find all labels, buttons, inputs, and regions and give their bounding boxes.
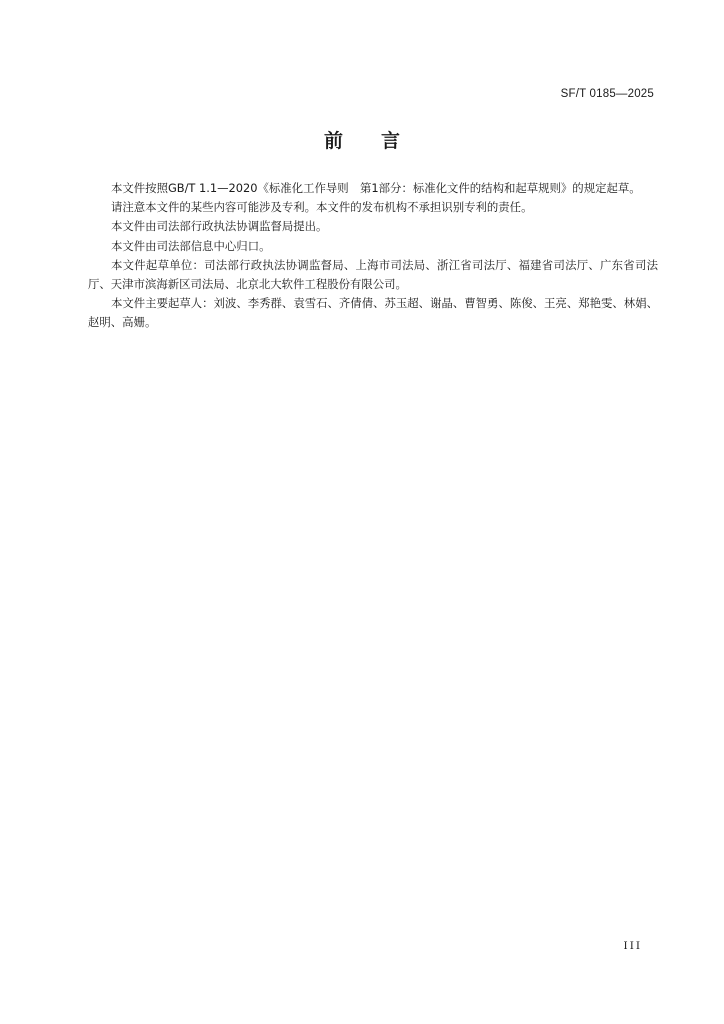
paragraph-main-drafters: 本文件主要起草人：刘波、李秀群、袁雪石、齐倩倩、苏玉超、谢晶、曹智勇、陈俊、王亮、郑艳雯、林娟、赵明、高姗。 xyxy=(88,296,658,330)
paragraph-drafting-units: 本文件起草单位：司法部行政执法协调监督局、上海市司法局、浙江省司法厅、福建省司法厅、广东省司法厅、天津市滨海新区司法局、北京北大软件工程股份有限公司。 xyxy=(88,257,658,292)
foreword-body xyxy=(88,179,658,333)
page-number: III xyxy=(623,940,642,952)
document-code: SF/T 0185—2025 xyxy=(560,88,654,100)
page-title: 前言 xyxy=(323,130,438,152)
paragraph-centralized-unit: 本文件由司法部信息中心归口。 xyxy=(111,238,271,253)
paragraph-patent-notice: 请注意本文件的某些内容可能涉及专利。本文件的发布机构不承担识别专利的责任。 xyxy=(111,200,533,215)
paragraph-drafting-rules: 本文件按照GB/T 1.1—2020《标准化工作导则 第1部分：标准化文件的结构和起草规则》的规定起草。 xyxy=(111,181,641,195)
paragraph-proposer: 本文件由司法部行政执法协调监督局提出。 xyxy=(111,219,328,234)
